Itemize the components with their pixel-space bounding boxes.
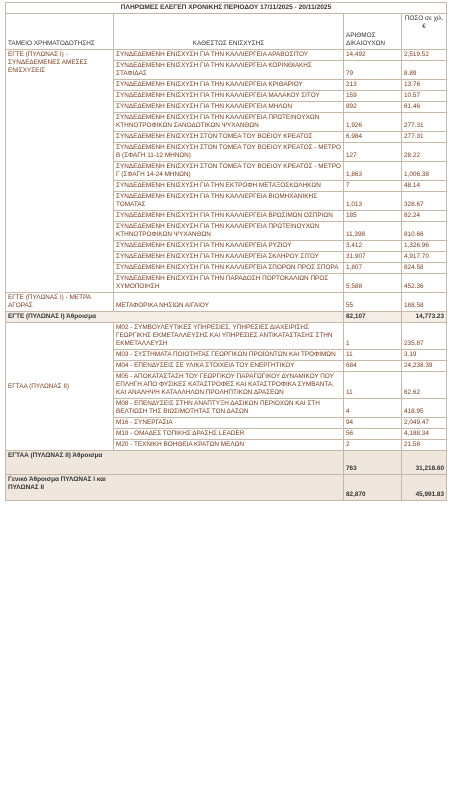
beneficiaries-cell: 213 — [344, 80, 402, 91]
scheme-cell: Μ02 - ΣΥΜΒΟΥΛΕΥΤΙΚΕΣ ΥΠΗΡΕΣΙΕΣ, ΥΠΗΡΕΣΙΕΣ ΔΙΑΧΕΙΡΙΣΗΣ ΓΕΩΡΓΙΚΗΣ ΕΚΜΕΤΑΛΛΕΥΣΗΣ ΚΑΙ ΥΠΗΡΕΣΙΕΣ ΑΝΤΙΚΑΤΑΣΤΑΣΗΣ ΣΤΗΝ ΕΚΜΕΤΑΛΛΕΥΣΗ — [114, 323, 344, 350]
scheme-cell: Μ08 - ΕΠΕΝΔΥΣΕΙΣ ΣΤΗΝ ΑΝΑΠΤΥΞΗ ΔΑΣΙΚΩΝ ΠΕΡΙΟΧΩΝ ΚΑΙ ΣΤΗ ΒΕΛΤΙΩΣΗ ΤΗΣ ΒΙΩΣΙΜΟΤΗΤΑΣ ΤΩΝ ΔΑΣΩΝ — [114, 399, 344, 418]
pillar2-total-label — [6, 451, 344, 475]
beneficiaries-cell: 2 — [344, 440, 402, 451]
fund-cell: ΕΓΤΕ (ΠΥΛΩΝΑΣ Ι) - ΣΥΝΔΕΔΕΜΕΝΕΣ ΑΜΕΣΕΣ ΕΝΙΣΧΥΣΕΙΣ — [6, 50, 114, 293]
grand-total-amount: 45,991.83 — [402, 475, 447, 501]
scheme-cell: ΣΥΝΔΕΔΕΜΕΝΗ ΕΝΙΣΧΥΣΗ ΓΙΑ ΤΗΝ ΚΑΛΛΙΕΡΓΕΙΑ ΣΠΟΡΩΝ ΠΡΟΣ ΣΠΟΡΑ — [114, 263, 344, 274]
header-amount: ΠΟΣΟ σε χιλ. € — [402, 14, 447, 50]
scheme-cell: ΣΥΝΔΕΔΕΜΕΝΗ ΕΝΙΣΧΥΣΗ ΓΙΑ ΤΗΝ ΚΑΛΛΙΕΡΓΕΙΑ ΣΚΛΗΡΟΥ ΣΙΤΟΥ — [114, 252, 344, 263]
beneficiaries-cell: 4 — [344, 399, 402, 418]
table-row — [6, 50, 447, 61]
beneficiaries-cell: 6,984 — [344, 132, 402, 143]
pillar1-total-amount: 14,773.23 — [402, 312, 447, 323]
scheme-cell: ΣΥΝΔΕΔΕΜΕΝΗ ΕΝΙΣΧΥΣΗ ΓΙΑ ΤΗΝ ΚΑΛΛΙΕΡΓΕΙΑ ΜΑΛΑΚΟΥ ΣΙΤΟΥ — [114, 91, 344, 102]
beneficiaries-cell: 11 — [344, 372, 402, 399]
beneficiaries-cell: 3,412 — [344, 241, 402, 252]
scheme-cell: ΣΥΝΔΕΔΕΜΕΝΗ ΕΝΙΣΧΥΣΗ ΣΤΟΝ ΤΟΜΕΑ ΤΟΥ ΒΟΕΙΟΥ ΚΡΕΑΤΟΣ - ΜΕΤΡΟ Γ (ΣΦΑΓΗ 14-24 ΜΗΝΩΝ) — [114, 162, 344, 181]
pillar2-total-amount: 31,218.60 — [402, 451, 447, 475]
header-fund: ΤΑΜΕΙΟ ΧΡΗΜΑΤΟΔΟΤΗΣΗΣ — [6, 14, 114, 50]
amount-cell: 328.67 — [402, 192, 447, 211]
beneficiaries-cell: 94 — [344, 418, 402, 429]
amount-cell: 28.22 — [402, 143, 447, 162]
amount-cell: 1,006.38 — [402, 162, 447, 181]
scheme-cell: Μ20 - ΤΕΧΝΙΚΗ ΒΟΗΘΕΙΑ ΚΡΑΤΩΝ ΜΕΛΩΝ — [114, 440, 344, 451]
amount-cell: 4,188.34 — [402, 429, 447, 440]
scheme-cell: ΣΥΝΔΕΔΕΜΕΝΗ ΕΝΙΣΧΥΣΗ ΣΤΟΝ ΤΟΜΕΑ ΤΟΥ ΒΟΕΙΟΥ ΚΡΕΑΤΟΣ - ΜΕΤΡΟ Β (ΣΦΑΓΗ 11-12 ΜΗΝΩΝ) — [114, 143, 344, 162]
pillar2-body — [6, 323, 447, 451]
table-title: ΠΛΗΡΩΜΕΣ ΕΛΕΓΕΠ ΧΡΟΝΙΚΗΣ ΠΕΡΙΟΔΟΥ 17/11/2025 - 20/11/2025 — [6, 3, 447, 14]
beneficiaries-cell: 684 — [344, 361, 402, 372]
beneficiaries-cell: 1,863 — [344, 162, 402, 181]
table-row — [6, 323, 447, 350]
scheme-cell: ΜΕΤΑΦΟΡΙΚΑ ΝΗΣΙΩΝ ΑΙΓΑΙΟΥ — [114, 293, 344, 312]
scheme-cell: ΣΥΝΔΕΔΕΜΕΝΗ ΕΝΙΣΧΥΣΗ ΓΙΑ ΤΗΝ ΚΑΛΛΙΕΡΓΕΙΑ ΠΡΩΤΕΙΝΟΥΧΩΝ ΚΤΗΝΟΤΡΟΦΙΚΩΝ ΣΑΝΟΔΟΤΙΚΩΝ ΨΥΧΑΝΘΩΝ — [114, 113, 344, 132]
beneficiaries-cell: 7 — [344, 181, 402, 192]
scheme-cell: ΣΥΝΔΕΔΕΜΕΝΗ ΕΝΙΣΧΥΣΗ ΓΙΑ ΤΗΝ ΚΑΛΛΙΕΡΓΕΙΑ ΑΡΑΒΟΣΙΤΟΥ — [114, 50, 344, 61]
beneficiaries-cell: 127 — [344, 143, 402, 162]
pillar1-total-row — [6, 312, 447, 323]
scheme-cell: ΣΥΝΔΕΔΕΜΕΝΗ ΕΝΙΣΧΥΣΗ ΓΙΑ ΤΗΝ ΚΑΛΛΙΕΡΓΕΙΑ ΒΡΩΣΙΜΩΝ ΟΣΠΡΙΩΝ — [114, 211, 344, 222]
amount-cell: 61.46 — [402, 102, 447, 113]
scheme-cell: ΣΥΝΔΕΔΕΜΕΝΗ ΕΝΙΣΧΥΣΗ ΣΤΟΝ ΤΟΜΕΑ ΤΟΥ ΒΟΕΙΟΥ ΚΡΕΑΤΟΣ — [114, 132, 344, 143]
amount-cell: 24,238.39 — [402, 361, 447, 372]
scheme-cell: ΣΥΝΔΕΔΕΜΕΝΗ ΕΝΙΣΧΥΣΗ ΓΙΑ ΤΗΝ ΚΑΛΛΙΕΡΓΕΙΑ ΚΡΙΘΑΡΙΟΥ — [114, 80, 344, 91]
amount-cell: 4,917.70 — [402, 252, 447, 263]
scheme-cell: ΣΥΝΔΕΔΕΜΕΝΗ ΕΝΙΣΧΥΣΗ ΓΙΑ ΤΗΝ ΚΑΛΛΙΕΡΓΕΙΑ ΒΙΟΜΗΧΑΝΙΚΗΣ ΤΟΜΑΤΑΣ — [114, 192, 344, 211]
table-row — [6, 293, 447, 312]
amount-cell: 1,326.96 — [402, 241, 447, 252]
pillar2-total-row — [6, 451, 447, 475]
beneficiaries-cell: 79 — [344, 61, 402, 80]
amount-cell: 2,519.52 — [402, 50, 447, 61]
beneficiaries-cell: 14,492 — [344, 50, 402, 61]
scheme-cell: ΣΥΝΔΕΔΕΜΕΝΗ ΕΝΙΣΧΥΣΗ ΓΙΑ ΤΗΝ ΠΑΡΑΔΟΣΗ ΠΟΡΤΟΚΑΛΙΩΝ ΠΡΟΣ ΧΥΜΟΠΟΙΗΣΗ — [114, 274, 344, 293]
beneficiaries-cell: 159 — [344, 91, 402, 102]
scheme-cell: Μ19 - ΟΜΑΔΕΣ ΤΟΠΙΚΗΣ ΔΡΑΣΗΣ LEADER — [114, 429, 344, 440]
beneficiaries-cell: 31,907 — [344, 252, 402, 263]
amount-cell: 8.89 — [402, 61, 447, 80]
header-beneficiaries: ΑΡΙΘΜΟΣ ΔΙΚΑΙΟΥΧΩΝ — [344, 14, 402, 50]
scheme-cell: Μ16 - ΣΥΝΕΡΓΑΣΙΑ — [114, 418, 344, 429]
beneficiaries-cell: 1,926 — [344, 113, 402, 132]
beneficiaries-cell: 11,398 — [344, 222, 402, 241]
scheme-cell: ΣΥΝΔΕΔΕΜΕΝΗ ΕΝΙΣΧΥΣΗ ΓΙΑ ΤΗΝ ΕΚΤΡΟΦΗ ΜΕΤΑΞΟΣΚΩΛΗΚΩΝ — [114, 181, 344, 192]
beneficiaries-cell: 56 — [344, 429, 402, 440]
beneficiaries-cell: 5,588 — [344, 274, 402, 293]
amount-cell: 21.58 — [402, 440, 447, 451]
grand-total-row — [6, 475, 447, 501]
scheme-cell: ΣΥΝΔΕΔΕΜΕΝΗ ΕΝΙΣΧΥΣΗ ΓΙΑ ΤΗΝ ΚΑΛΛΙΕΡΓΕΙΑ ΚΟΡΙΝΘΙΑΚΗΣ ΣΤΑΦΙΔΑΣ — [114, 61, 344, 80]
amount-cell: 82.24 — [402, 211, 447, 222]
pillar1-total-label: ΕΓΤΕ (ΠΥΛΩΝΑΣ Ι) Άθροισμα — [6, 312, 344, 323]
amount-cell: 418.95 — [402, 399, 447, 418]
beneficiaries-cell: 11 — [344, 350, 402, 361]
amount-cell: 810.66 — [402, 222, 447, 241]
pillar2-total-label-text: ΕΓΤΑΑ (ΠΥΛΩΝΑΣ ΙΙ) Άθροισμα — [8, 452, 103, 460]
scheme-cell: Μ03 - ΣΥΣΤΗΜΑΤΑ ΠΟΙΟΤΗΤΑΣ ΓΕΩΡΓΙΚΩΝ ΠΡΟΪΟΝΤΩΝ ΚΑΙ ΤΡΟΦΙΜΩΝ — [114, 350, 344, 361]
payments-report — [5, 2, 446, 501]
amount-cell: 62.62 — [402, 372, 447, 399]
beneficiaries-cell: 1,013 — [344, 192, 402, 211]
amount-cell: 235.87 — [402, 323, 447, 350]
header-scheme: ΚΑΘΕΣΤΩΣ ΕΝΙΣΧΥΣΗΣ — [114, 14, 344, 50]
payments-table — [5, 2, 447, 501]
beneficiaries-cell: 55 — [344, 293, 402, 312]
amount-cell: 824.58 — [402, 263, 447, 274]
amount-cell: 2,049.47 — [402, 418, 447, 429]
amount-cell: 3.19 — [402, 350, 447, 361]
amount-cell: 48.14 — [402, 181, 447, 192]
beneficiaries-cell: 1 — [344, 323, 402, 350]
fund-cell: ΕΓΤΑΑ (ΠΥΛΩΝΑΣ ΙΙ) — [6, 323, 114, 451]
pillar1-total-body — [6, 312, 447, 323]
grand-total-beneficiaries: 82,870 — [344, 475, 402, 501]
beneficiaries-cell: 185 — [344, 211, 402, 222]
beneficiaries-cell: 892 — [344, 102, 402, 113]
grand-total-label-text: Γενικό Άθροισμα ΠΥΛΩΝΑΣ Ι και ΠΥΛΩΝΑΣ ΙΙ — [8, 476, 106, 492]
amount-cell: 277.31 — [402, 132, 447, 143]
pillar2-total-beneficiaries: 763 — [344, 451, 402, 475]
scheme-cell: ΣΥΝΔΕΔΕΜΕΝΗ ΕΝΙΣΧΥΣΗ ΓΙΑ ΤΗΝ ΚΑΛΛΙΕΡΓΕΙΑ ΜΗΛΩΝ — [114, 102, 344, 113]
scheme-cell: ΣΥΝΔΕΔΕΜΕΝΗ ΕΝΙΣΧΥΣΗ ΓΙΑ ΤΗΝ ΚΑΛΛΙΕΡΓΕΙΑ ΠΡΩΤΕΙΝΟΥΧΩΝ ΚΤΗΝΟΤΡΟΦΙΚΩΝ ΨΥΧΑΝΘΩΝ — [114, 222, 344, 241]
direct-payments-body — [6, 50, 447, 293]
pillar1-total-beneficiaries: 82,107 — [344, 312, 402, 323]
scheme-cell: ΣΥΝΔΕΔΕΜΕΝΗ ΕΝΙΣΧΥΣΗ ΓΙΑ ΤΗΝ ΚΑΛΛΙΕΡΓΕΙΑ ΡΥΖΙΟΥ — [114, 241, 344, 252]
market-measures-body — [6, 293, 447, 312]
amount-cell: 277.31 — [402, 113, 447, 132]
fund-cell: ΕΓΤΕ (ΠΥΛΩΝΑΣ Ι) - ΜΕΤΡΑ ΑΓΟΡΑΣ — [6, 293, 114, 312]
scheme-cell: Μ05 - ΑΠΟΚΑΤΑΣΤΑΣΗ ΤΟΥ ΓΕΩΡΓΙΚΟΥ ΠΑΡΑΓΩΓΙΚΟΥ ΔΥΝΑΜΙΚΟΥ ΠΟΥ ΕΠΛΗΓΗ ΑΠΟ ΦΥΣΙΚΕΣ ΚΑΤΑΣΤΡΟΦΕΣ ΚΑΙ ΚΑΤΑΣΤΡΟΦΙΚΑ ΣΥΜΒΑΝΤΑ, ΚΑΙ ΑΝΑΛΗΨΗ ΚΑΤΑΛΛΗΛΩΝ ΠΡΟΛΗΠΤΙΚΩΝ ΔΡΑΣΕΩΝ — [114, 372, 344, 399]
amount-cell: 452.36 — [402, 274, 447, 293]
amount-cell: 188.58 — [402, 293, 447, 312]
beneficiaries-cell: 1,807 — [344, 263, 402, 274]
totals-body — [6, 451, 447, 501]
amount-cell: 13.76 — [402, 80, 447, 91]
amount-cell: 10.57 — [402, 91, 447, 102]
grand-total-label — [6, 475, 344, 501]
scheme-cell: Μ04 - ΕΠΕΝΔΥΣΕΙΣ ΣΕ ΥΛΙΚΑ ΣΤΟΙΧΕΙΑ ΤΟΥ ΕΝΕΡΓΗΤΙΚΟΥ — [114, 361, 344, 372]
